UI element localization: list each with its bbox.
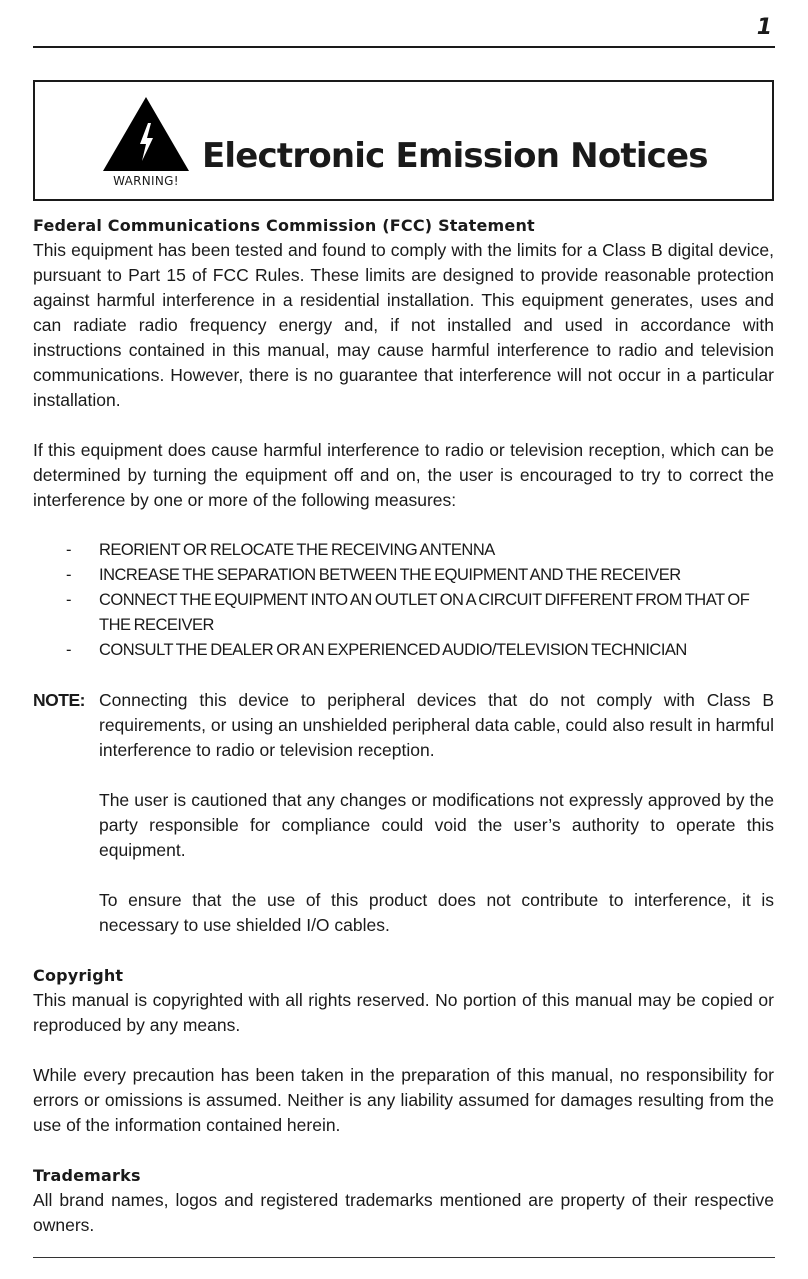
title-box [33, 80, 774, 201]
fcc-paragraph-2: If this equipment does cause harmful interference to radio or television reception, which can be determined by turning the equipment off and on, the user is encouraged to try to correct the interference by one or more of the following measures: [33, 440, 774, 510]
note-paragraph-3: To ensure that the use of this product does not contribute to interference, it is necessary to use shielded I/O cables. [99, 890, 774, 935]
bottom-rule [33, 1257, 775, 1258]
copyright-paragraph-1: This manual is copyrighted with all rights reserved. No portion of this manual may be copied or reproduced by any means. [33, 990, 774, 1035]
list-item: - REORIENT OR RELOCATE THE RECEIVING ANTENNA [66, 541, 495, 559]
fcc-heading: Federal Communications Commission (FCC) Statement [33, 216, 535, 235]
measures-list [33, 538, 774, 663]
measure-text: CONSULT THE DEALER OR AN EXPERIENCED AUDIO/TELEVISION TECHNICIAN [99, 641, 687, 659]
page-number: 1 [756, 15, 772, 40]
page-title: Electronic Emission Notices [202, 136, 708, 176]
list-item: - CONNECT THE EQUIPMENT INTO AN OUTLET ON A CIRCUIT DIFFERENT FROM THAT OF THE RECEIVER [66, 591, 750, 634]
list-item: - CONSULT THE DEALER OR AN EXPERIENCED AUDIO/TELEVISION TECHNICIAN [66, 641, 687, 659]
note-label: NOTE: [33, 690, 85, 710]
fcc-paragraph-1: This equipment has been tested and found to comply with the limits for a Class B digital device, pursuant to Part 15 of FCC Rules. These limits are designed to provide reasonable protection against harmful interference in a residential installation. This equipment generates, uses and can radiate radio frequency energy and, if not installed and used in accordance with instructions contained in this manual, may cause harmful interference to radio and television communications. However, there is no guarantee that interference will not occur in a particular installation. [33, 240, 774, 410]
trademarks-paragraph: All brand names, logos and registered trademarks mentioned are property of their respective owners. [33, 1190, 774, 1235]
trademarks-heading: Trademarks [33, 1166, 141, 1185]
note-paragraph-2: The user is cautioned that any changes or modifications not expressly approved by the party responsible for compliance could void the user’s authority to operate this equipment. [99, 790, 774, 860]
copyright-heading: Copyright [33, 966, 124, 985]
warning-badge [101, 95, 191, 191]
measure-text: REORIENT OR RELOCATE THE RECEIVING ANTENNA [99, 541, 495, 559]
warning-label: WARNING! [113, 174, 179, 188]
top-rule [33, 46, 775, 48]
measure-text: CONNECT THE EQUIPMENT INTO AN OUTLET ON A CIRCUIT DIFFERENT FROM THAT OF THE RECEIVER [99, 591, 750, 634]
note-paragraph-1: Connecting this device to peripheral devices that do not comply with Class B requirements, or using an unshielded peripheral data cable, could also result in harmful interference to radio or television reception. [99, 690, 774, 760]
note-block [33, 688, 774, 938]
document-body [33, 213, 774, 1238]
warning-triangle-lightning-icon [101, 95, 191, 175]
list-item: - INCREASE THE SEPARATION BETWEEN THE EQUIPMENT AND THE RECEIVER [66, 566, 681, 584]
measure-text: INCREASE THE SEPARATION BETWEEN THE EQUIPMENT AND THE RECEIVER [99, 566, 681, 584]
copyright-paragraph-2: While every precaution has been taken in the preparation of this manual, no responsibility for errors or omissions is assumed. Neither is any liability assumed for damages resulting from the use of the information contained herein. [33, 1065, 774, 1135]
